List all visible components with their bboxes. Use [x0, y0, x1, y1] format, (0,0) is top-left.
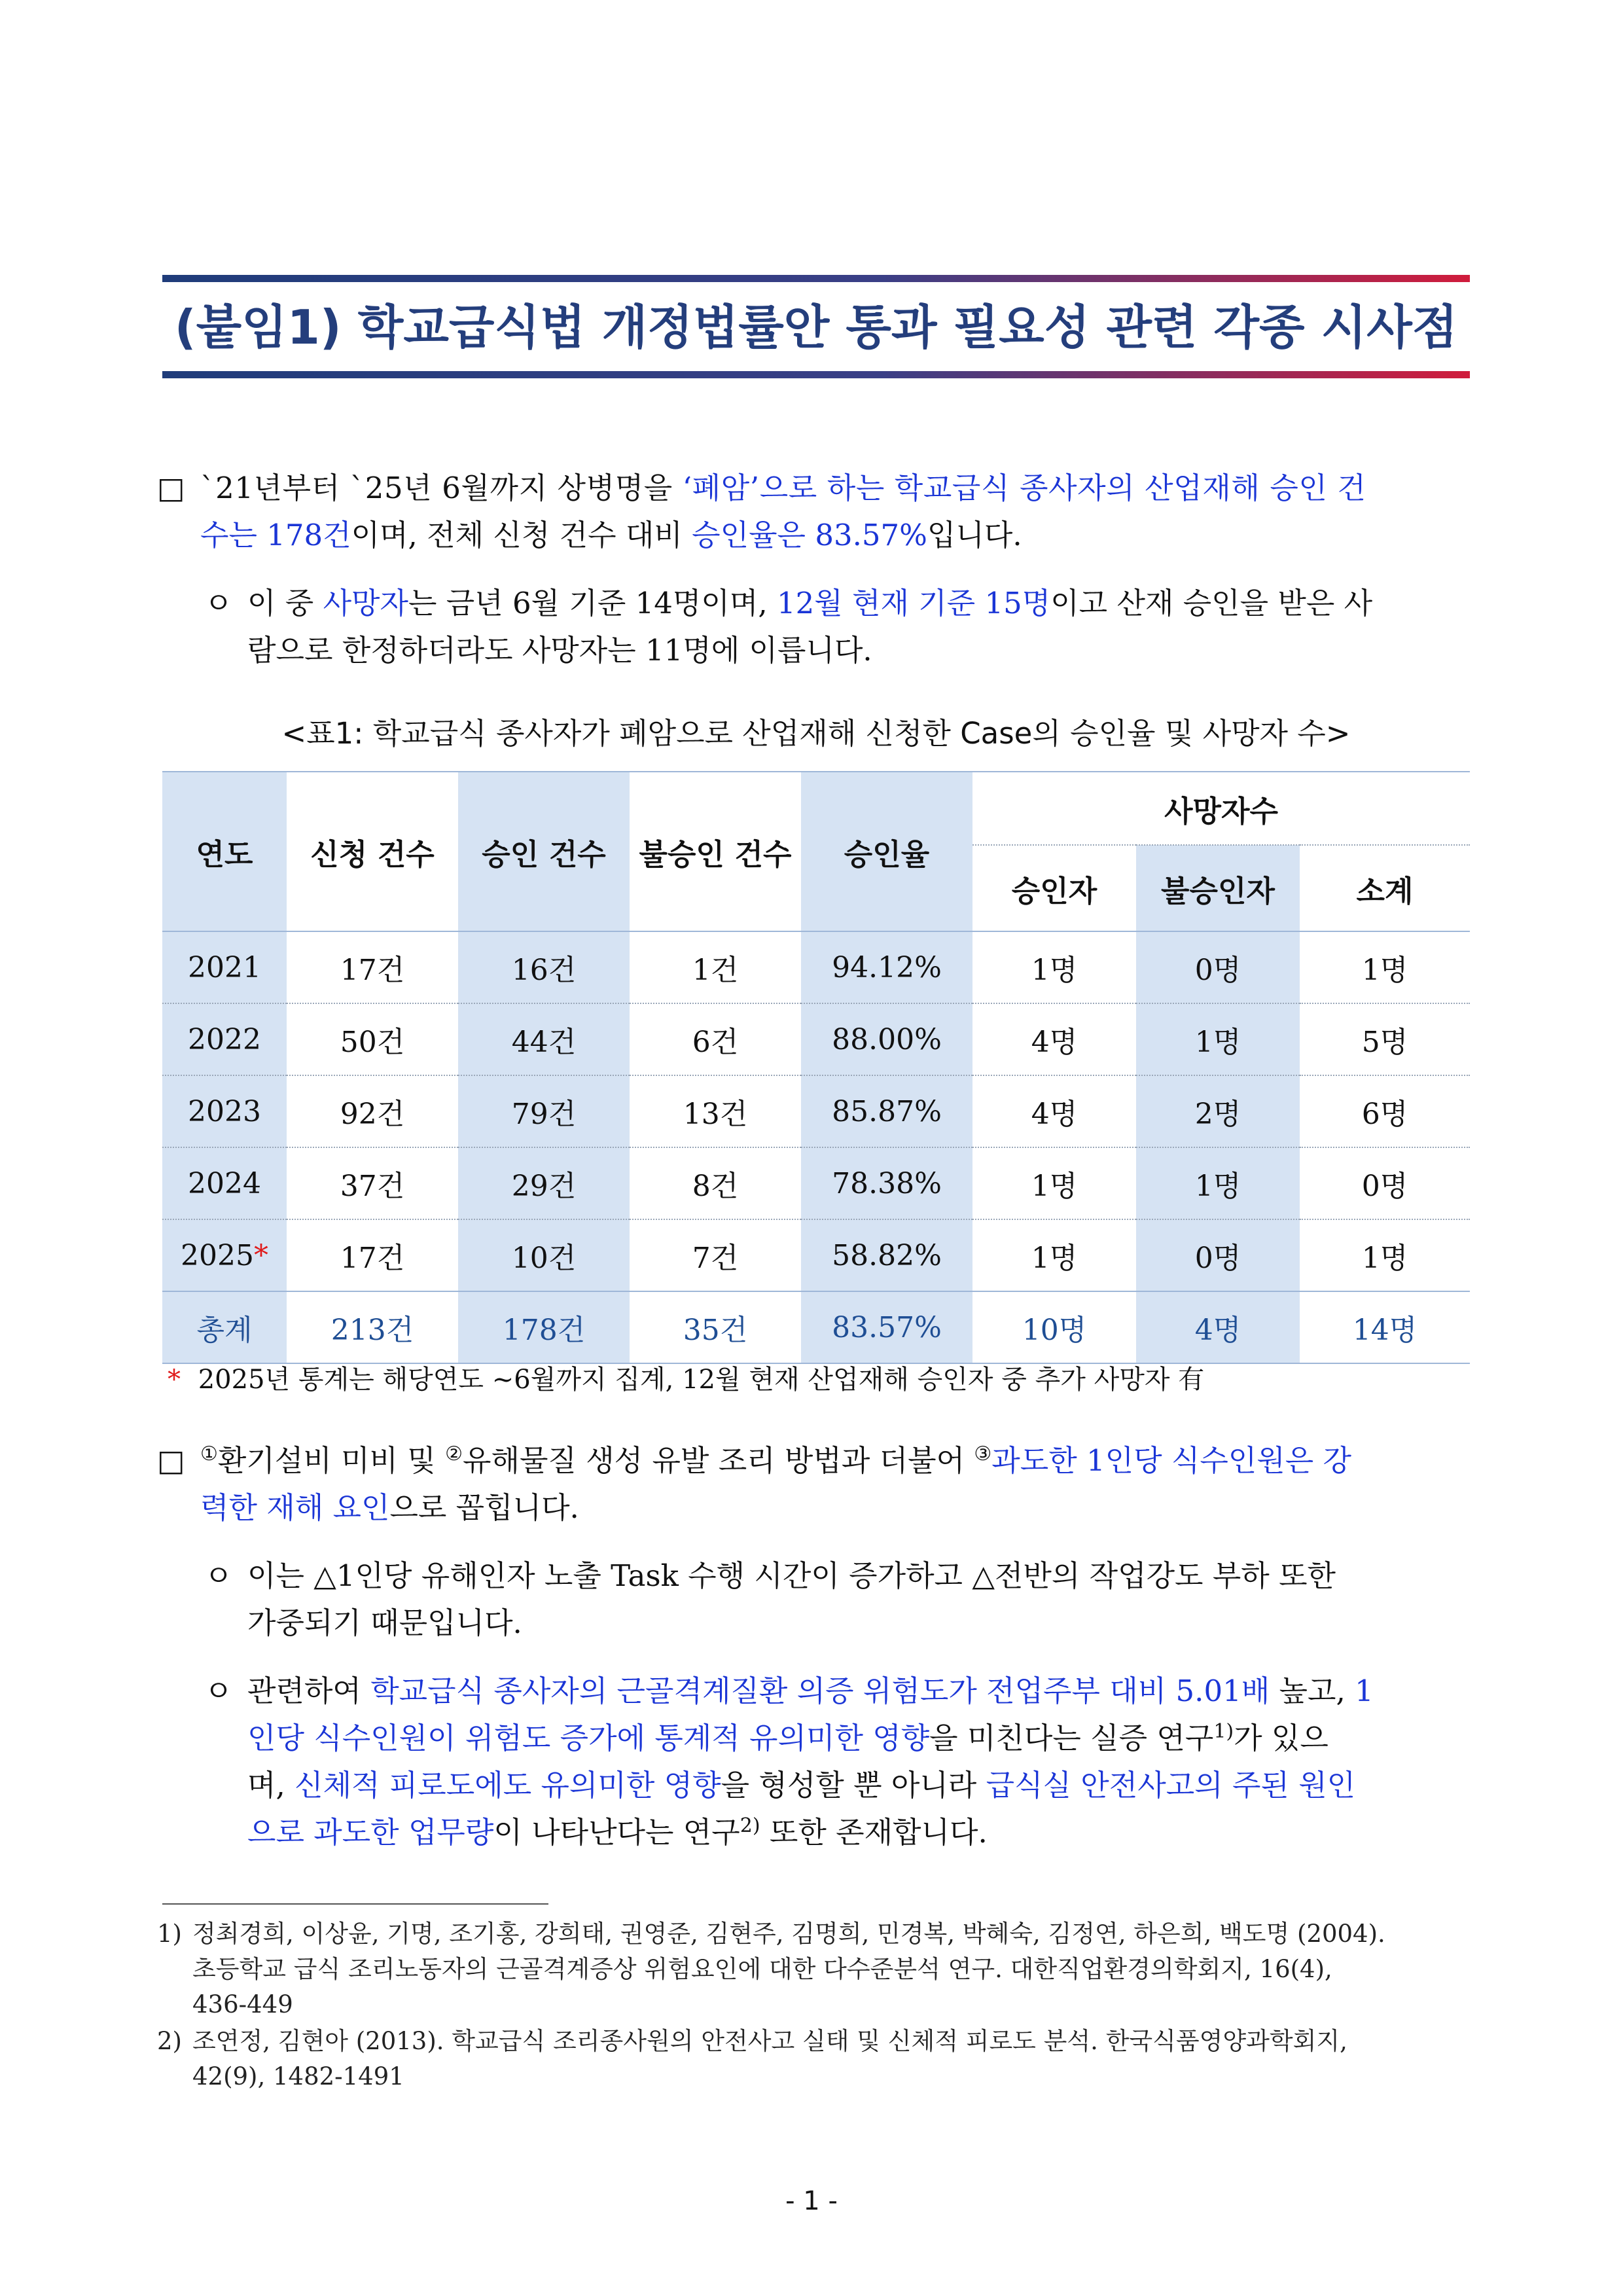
table-note [168, 1360, 1204, 1399]
cell-approved: 16건 [458, 931, 630, 1003]
cell-deaths-rejected: 2명 [1136, 1075, 1300, 1147]
cell-deaths-total: 5명 [1300, 1003, 1470, 1075]
title-block [162, 275, 1470, 378]
cell-applied: 50건 [287, 1003, 458, 1075]
section2-line2: 력한 재해 요인으로 꼽힙니다. [200, 1490, 579, 1525]
cell-deaths-approved: 4명 [972, 1075, 1136, 1147]
section1-sub-line2: 람으로 한정하더라도 사망자는 11명에 이릅니다. [247, 633, 872, 668]
header-deaths-total: 소계 [1300, 845, 1470, 931]
cell-approved: 10건 [458, 1219, 630, 1291]
cell-rate: 58.82% [801, 1219, 972, 1291]
table-row [162, 931, 1470, 1003]
cell-approved: 79건 [458, 1075, 630, 1147]
cell-deaths-rejected: 0명 [1136, 1219, 1300, 1291]
cell-rejected: 6건 [630, 1003, 801, 1075]
cell-year: 2024 [188, 1166, 261, 1200]
page-number: - 1 - [785, 2186, 838, 2216]
cell-deaths-rejected: 1명 [1136, 1003, 1300, 1075]
section2-paragraph [157, 1437, 1472, 1532]
cell-deaths-total: 0명 [1300, 1147, 1470, 1219]
title-rule-bottom [162, 371, 1470, 378]
cell-rate: 94.12% [801, 931, 972, 1003]
cell-deaths-rejected: 0명 [1136, 931, 1300, 1003]
footnote-ref-2: 2) [740, 1814, 760, 1837]
section1-line2: 수는 178건이며, 전체 신청 건수 대비 승인율은 83.57%입니다. [200, 518, 1022, 552]
cell-deaths-total: 1명 [1300, 1219, 1470, 1291]
header-rejected: 불승인 건수 [630, 772, 801, 931]
cell-year: 2023 [188, 1094, 261, 1128]
page-title: (붙임1) 학교급식법 개정법률안 통과 필요성 관련 각종 시사점 [174, 300, 1458, 355]
footnote-1: 1) 정최경희, 이상윤, 기명, 조기홍, 강희태, 권영준, 김현주, 김명희, 민경복, 박혜숙, 김정연, 하은희, 백도명 (2004). 초등학교 급식 조리노동자의 근골격계증상 위험요인에 대한 다수준분석 연구. 대한직업환경의학회지, 16(4), 436-449 [157, 1916, 1472, 2022]
cell-applied: 37건 [287, 1147, 458, 1219]
section2-sub2-line4: 으로 과도한 업무량이 나타난다는 연구$^{2)}$ 또한 존재합니다. [247, 1814, 988, 1850]
section2-sub2-line1: 관련하여 학교급식 종사자의 근골격계질환 의증 위험도가 전업주부 대비 5.01배 높고, 1 [247, 1674, 1374, 1708]
cell-year: 2025 [181, 1238, 254, 1272]
section2-line1: ①환기설비 미비 및 ②유해물질 생성 유발 조리 방법과 더불어 ③과도한 1인당 식수인원은 강 [200, 1443, 1351, 1478]
cell-deaths-approved: 1명 [972, 1147, 1136, 1219]
section2-sub2-paragraph [204, 1668, 1472, 1856]
cell-total-applied: 213건 [287, 1291, 458, 1363]
cell-approved: 44건 [458, 1003, 630, 1075]
cell-deaths-approved: 1명 [972, 1219, 1136, 1291]
cell-total-rate: 83.57% [801, 1291, 972, 1363]
cell-total-rejected: 35건 [630, 1291, 801, 1363]
section1-sub-line1: 이 중 사망자는 금년 6월 기준 14명이며, 12월 현재 기준 15명이고 산재 승인을 받은 사 [247, 586, 1373, 620]
table-row [162, 1003, 1470, 1075]
cell-approved: 29건 [458, 1147, 630, 1219]
cell-rejected: 1건 [630, 931, 801, 1003]
footnote-number: 1) [157, 1920, 182, 1948]
section1-paragraph [157, 465, 1472, 559]
header-deaths-rejected: 불승인자 [1136, 845, 1300, 931]
table-row [162, 1075, 1470, 1147]
table-row [162, 1147, 1470, 1219]
cell-rate: 85.87% [801, 1075, 972, 1147]
section1-sub-bullet: ㅇ [204, 586, 233, 620]
cell-rate: 88.00% [801, 1003, 972, 1075]
year-asterisk: * [253, 1238, 268, 1272]
footnote-ref-1: 1) [1213, 1720, 1234, 1743]
section2-sub1-line2: 가중되기 때문입니다. [247, 1605, 522, 1640]
section1-sub-paragraph [204, 580, 1472, 674]
cell-total-deaths-rejected: 4명 [1136, 1291, 1300, 1363]
cell-total-approved: 178건 [458, 1291, 630, 1363]
cell-applied: 92건 [287, 1075, 458, 1147]
cell-year: 2021 [188, 950, 261, 984]
section2-checkbox-bullet: □ [157, 1443, 185, 1478]
cell-deaths-total: 6명 [1300, 1075, 1470, 1147]
cell-rejected: 8건 [630, 1147, 801, 1219]
header-approved: 승인 건수 [458, 772, 630, 931]
stats-table [162, 771, 1470, 1364]
title-rule-top [162, 275, 1470, 282]
table-total-row [162, 1291, 1470, 1363]
cell-rejected: 13건 [630, 1075, 801, 1147]
header-year: 연도 [162, 772, 287, 931]
cell-deaths-total: 1명 [1300, 931, 1470, 1003]
cell-applied: 17건 [287, 931, 458, 1003]
cell-rate: 78.38% [801, 1147, 972, 1219]
section1-line1: `21년부터 `25년 6월까지 상병명을 ‘폐암’으로 하는 학교급식 종사자의 산업재해 승인 건 [200, 471, 1366, 505]
header-deaths: 사망자수 [972, 772, 1470, 845]
table-note-text: 2025년 통계는 해당연도 ~6월까지 집계, 12월 현재 산업재해 승인자 중 추가 사망자 有 [198, 1365, 1205, 1395]
footnote-number: 2) [157, 2027, 182, 2055]
cell-rejected: 7건 [630, 1219, 801, 1291]
cell-total-deaths-approved: 10명 [972, 1291, 1136, 1363]
section2-sub2-line2: 인당 식수인원이 위험도 증가에 통계적 유의미한 영향을 미친다는 실증 연구$^{1)}$가 있으 [247, 1720, 1329, 1755]
cell-deaths-rejected: 1명 [1136, 1147, 1300, 1219]
table-caption: <표1: 학교급식 종사자가 폐암으로 산업재해 신청한 Case의 승인율 및 사망자 수> [281, 716, 1351, 751]
section2-sub1-line1: 이는 △1인당 유해인자 노출 Task 수행 시간이 증가하고 △전반의 작업강도 부하 또한 [247, 1558, 1336, 1593]
cell-year: 2022 [188, 1022, 261, 1056]
cell-total-label: 총계 [162, 1291, 287, 1363]
table-note-mark: * [168, 1365, 181, 1395]
footnote-divider [162, 1903, 548, 1905]
cell-deaths-approved: 1명 [972, 931, 1136, 1003]
footnote-2: 2) 조연정, 김현아 (2013). 학교급식 조리종사원의 안전사고 실태 및 신체적 피로도 분석. 한국식품영양과학회지, 42(9), 1482-1491 [157, 2024, 1472, 2094]
cell-deaths-approved: 4명 [972, 1003, 1136, 1075]
section2-sub1-paragraph [204, 1552, 1472, 1647]
header-rate: 승인율 [801, 772, 972, 931]
section2-sub1-bullet: ㅇ [204, 1558, 233, 1593]
cell-applied: 17건 [287, 1219, 458, 1291]
header-deaths-approved: 승인자 [972, 845, 1136, 931]
section2-sub2-line3: 며, 신체적 피로도에도 유의미한 영향을 형성할 뿐 아니라 급식실 안전사고의 주된 원인 [247, 1768, 1356, 1803]
section2-sub2-bullet: ㅇ [204, 1674, 233, 1708]
cell-total-deaths-total: 14명 [1300, 1291, 1470, 1363]
section1-checkbox-bullet: □ [157, 471, 185, 505]
table-row [162, 1219, 1470, 1291]
header-applied: 신청 건수 [287, 772, 458, 931]
